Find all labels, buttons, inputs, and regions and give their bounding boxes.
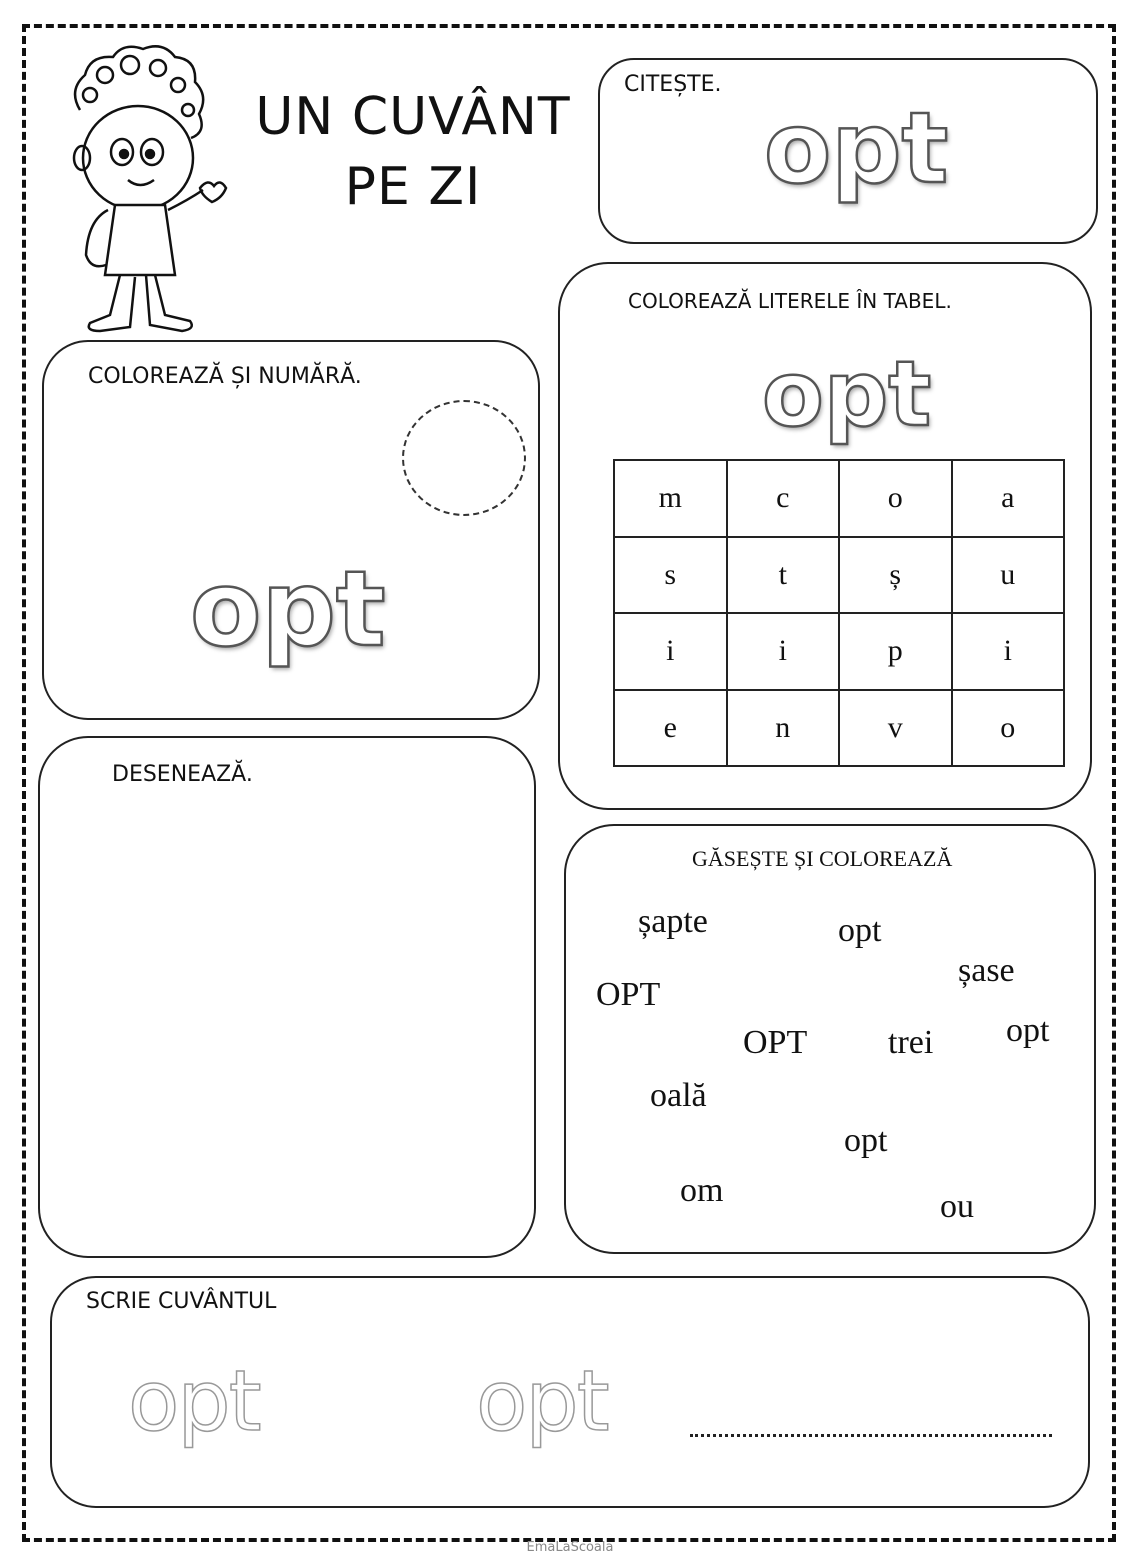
find-word[interactable]: opt (844, 1122, 888, 1159)
table-label: COLOREAZĂ LITERELE ÎN TABEL. (628, 289, 952, 313)
letter-cell[interactable]: s (614, 537, 727, 614)
find-word[interactable]: trei (888, 1024, 934, 1061)
letter-cell[interactable]: i (727, 613, 840, 690)
find-word[interactable]: oală (650, 1077, 707, 1114)
find-word[interactable]: OPT (596, 976, 661, 1013)
title-line-1: UN CUVÂNT (255, 87, 571, 147)
write-blank-line[interactable] (690, 1434, 1052, 1437)
read-word: opt (764, 92, 949, 206)
title-line-2: PE ZI (344, 157, 482, 217)
letter-cell[interactable]: p (839, 613, 952, 690)
letter-cell[interactable]: m (614, 460, 727, 537)
letter-cell[interactable]: i (614, 613, 727, 690)
find-label: GĂSEȘTE ȘI COLOREAZĂ (692, 846, 953, 871)
letter-cell[interactable]: c (727, 460, 840, 537)
table-row (614, 537, 1064, 614)
letter-cell[interactable]: o (839, 460, 952, 537)
read-label: CITEȘTE. (624, 72, 722, 97)
letter-cell[interactable]: i (952, 613, 1065, 690)
draw-label: DESENEAZĂ. (112, 762, 253, 787)
count-word: opt (190, 548, 386, 670)
write-label: SCRIE CUVÂNTUL (86, 1289, 277, 1314)
find-word[interactable]: șase (958, 952, 1015, 989)
letter-cell[interactable]: n (727, 690, 840, 767)
letter-cell[interactable]: t (727, 537, 840, 614)
find-word[interactable]: opt (1006, 1012, 1050, 1049)
letter-cell[interactable]: v (839, 690, 952, 767)
letter-cell[interactable]: o (952, 690, 1065, 767)
count-label: COLOREAZĂ ȘI NUMĂRĂ. (88, 364, 362, 389)
table-word: opt (762, 342, 932, 447)
trace-word[interactable]: opt (128, 1352, 260, 1450)
draw-box[interactable] (38, 736, 536, 1258)
letter-cell[interactable]: ș (839, 537, 952, 614)
find-word[interactable]: opt (838, 912, 882, 949)
letter-cell[interactable]: e (614, 690, 727, 767)
letter-table (613, 459, 1065, 767)
find-word[interactable]: șapte (638, 903, 708, 940)
trace-word[interactable]: opt (476, 1352, 608, 1450)
letter-cell[interactable]: a (952, 460, 1065, 537)
table-row (614, 460, 1064, 537)
table-row (614, 613, 1064, 690)
footer-credit: EmaLaScoala (526, 1540, 614, 1555)
find-word[interactable]: OPT (743, 1024, 808, 1061)
letter-cell[interactable]: u (952, 537, 1065, 614)
table-row (614, 690, 1064, 767)
boy-mascot-illustration (60, 40, 230, 335)
count-answer-circle[interactable] (402, 400, 526, 516)
find-word[interactable]: ou (940, 1188, 974, 1225)
find-word[interactable]: om (680, 1172, 724, 1209)
page-title (228, 82, 598, 222)
